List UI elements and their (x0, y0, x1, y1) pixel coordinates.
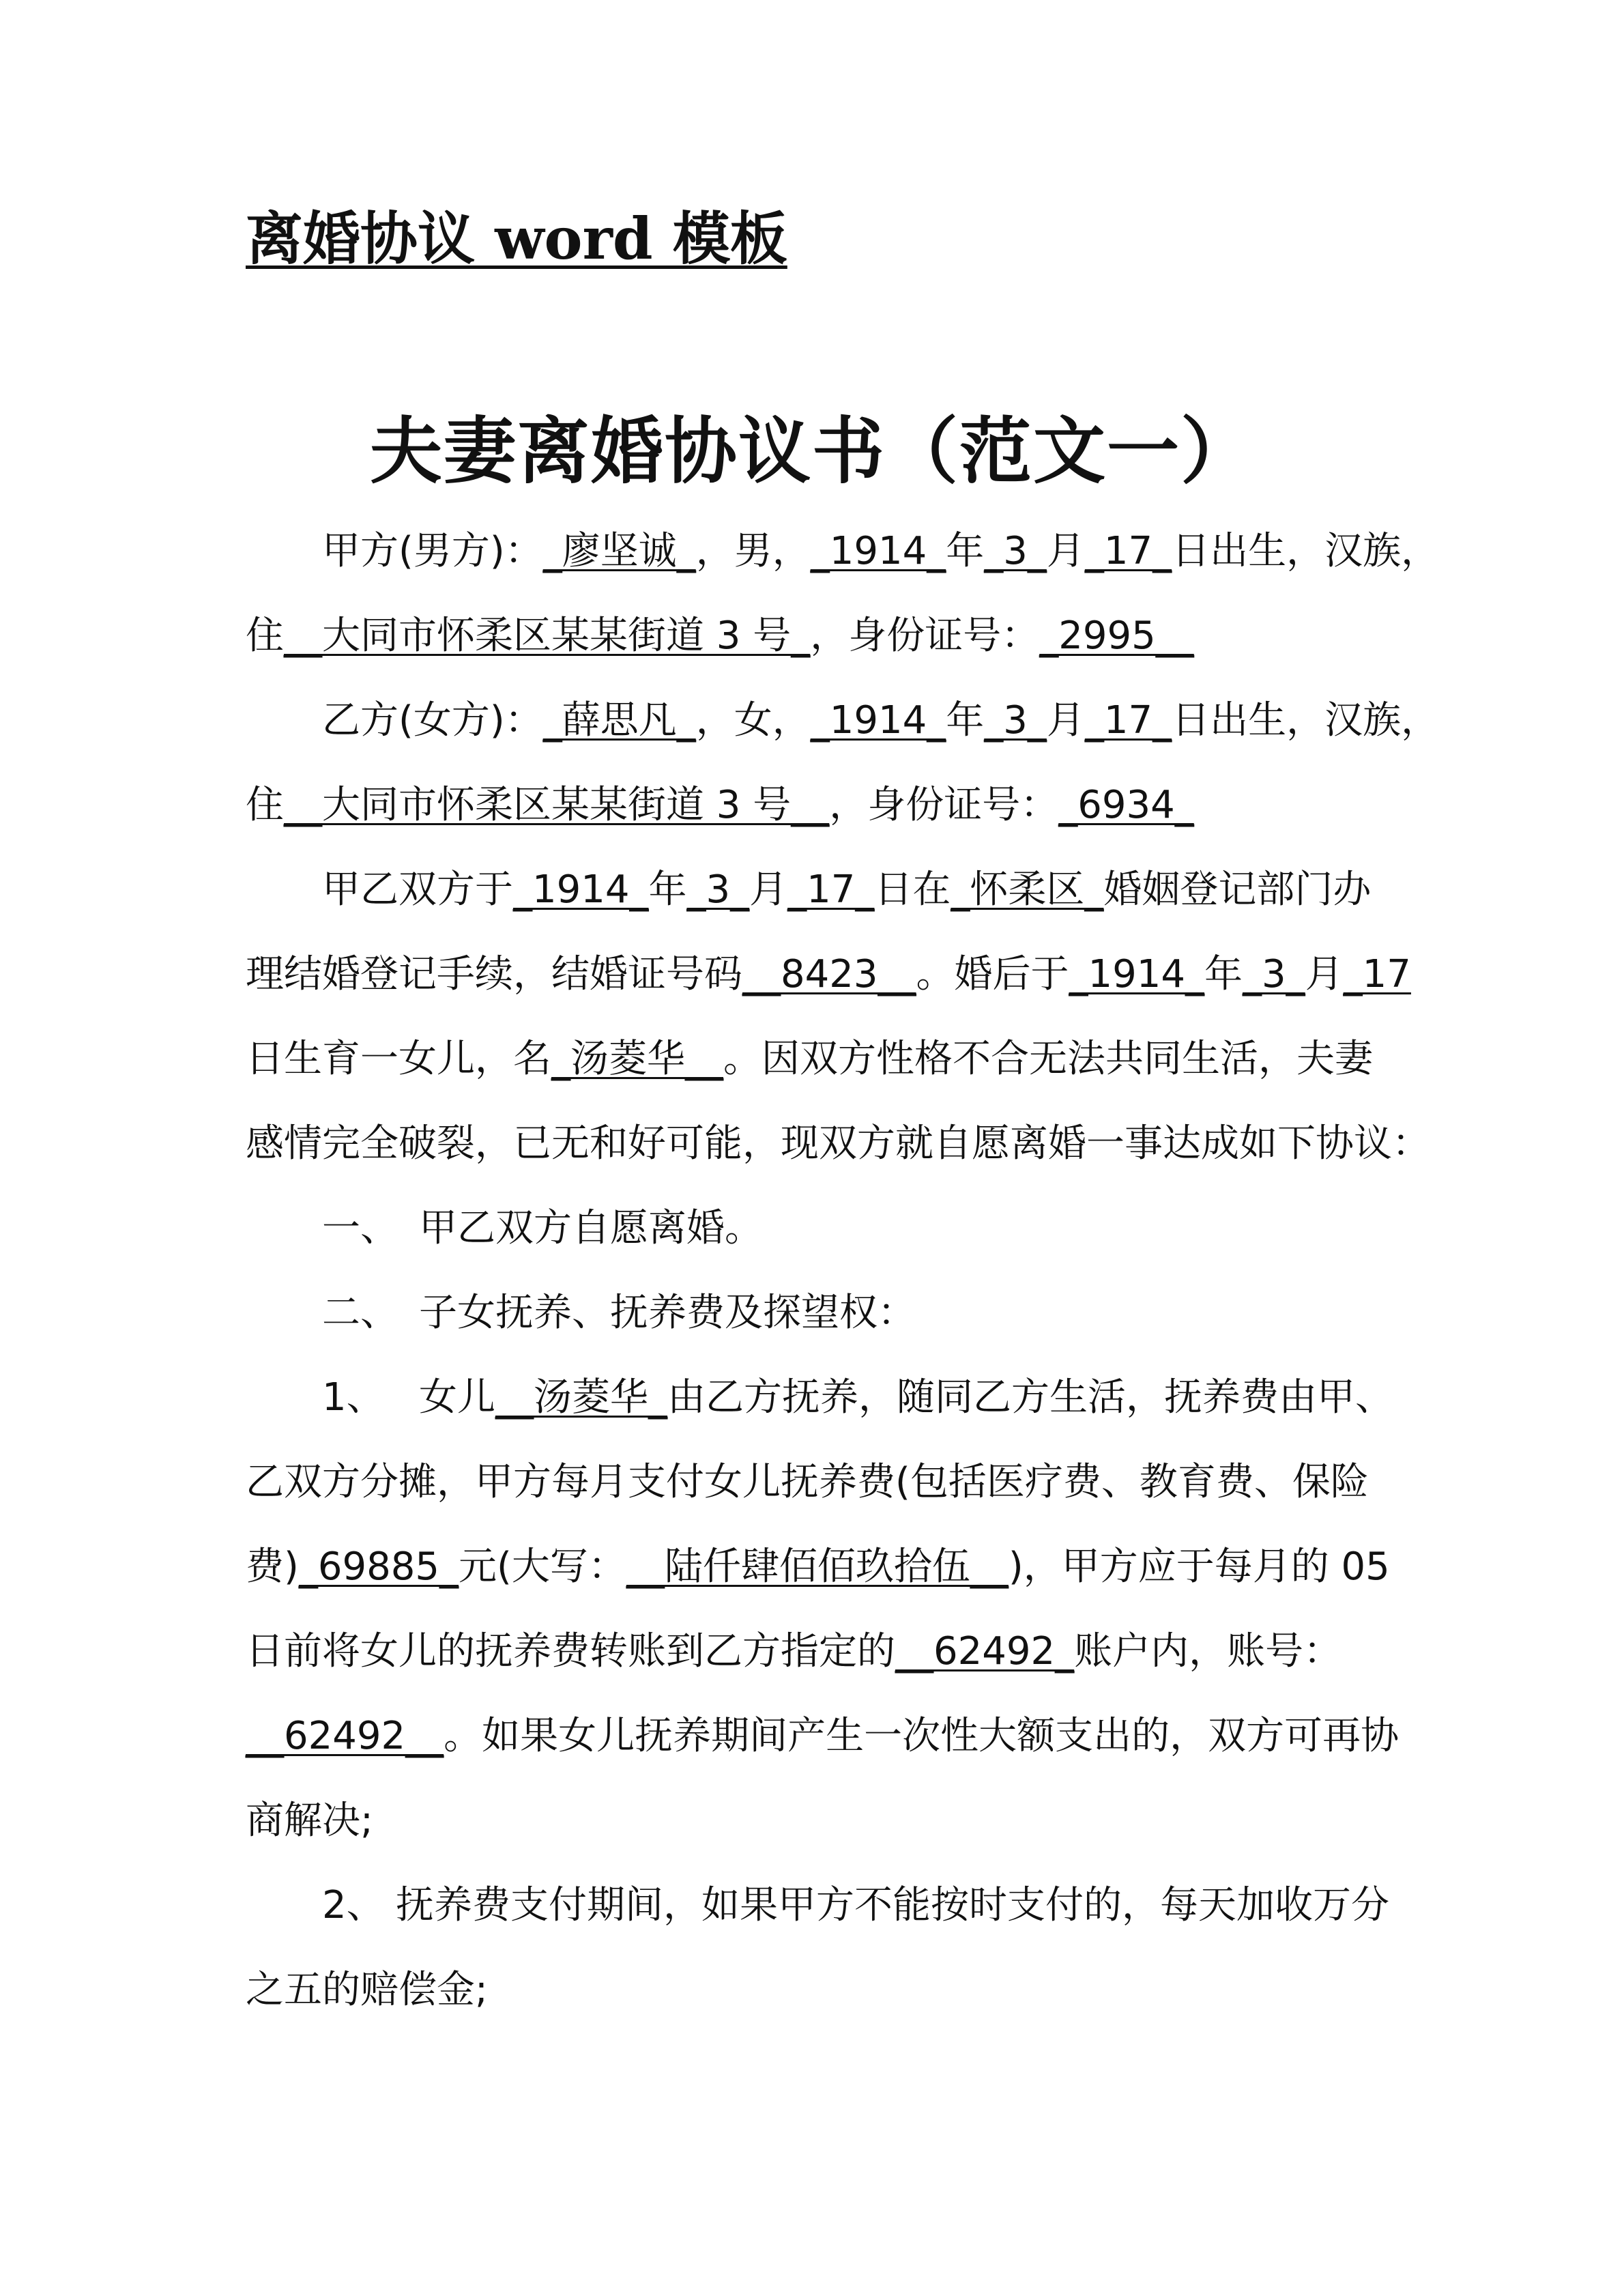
marriage-text: 。婚后于 (916, 952, 1069, 996)
child-birth-month: _3_ (1243, 952, 1305, 996)
address-label: 住 (246, 614, 284, 658)
party-b-gender: ，女， (695, 698, 811, 743)
party-b-address: __大同市怀柔区某某街道 3 号__ (284, 783, 830, 827)
year-text: 年 (946, 698, 985, 743)
year-text: 年 (648, 867, 687, 912)
party-a-birth-month: _3_ (984, 529, 1047, 573)
party-a-line (246, 509, 1440, 594)
marriage-certificate-number: __8423__ (742, 952, 916, 996)
marriage-line-3 (246, 1017, 1392, 1102)
marriage-month: _3_ (686, 867, 750, 912)
item-1-line-1 (246, 1355, 1392, 1440)
party-a-name: _廖坚诚_ (542, 529, 696, 573)
item-1-line-4 (246, 1609, 1392, 1694)
item-number: 1、 (322, 1375, 385, 1420)
item-text: 之五的赔偿金; (246, 1968, 488, 2012)
party-b-name: _薛思凡_ (542, 698, 696, 743)
bank-account-name: __62492_ (895, 1629, 1075, 1674)
item-text: 费) (246, 1545, 299, 1589)
party-a-birth-day: _17_ (1084, 529, 1172, 573)
year-text: 年 (1204, 952, 1243, 996)
clause-2 (246, 1271, 1392, 1355)
year-text: 年 (946, 529, 985, 573)
item-text: 乙双方分摊，甲方每月支付女儿抚养费(包括医疗费、教育费、保险 (246, 1460, 1369, 1504)
party-a-birth-tail: 日出生，汉族， (1172, 529, 1440, 573)
marriage-text: 日生育一女儿，名 (246, 1037, 551, 1081)
marriage-text: 甲乙双方于 (322, 867, 513, 912)
item-text: 。如果女儿抚养期间产生一次性大额支出的，双方可再协 (444, 1714, 1400, 1758)
party-a-gender: ，男， (695, 529, 811, 573)
item-1-line-5 (246, 1694, 1400, 1779)
marriage-line-2 (246, 932, 1411, 1017)
account-number: __62492__ (246, 1714, 444, 1758)
party-b-birth-year: _1914_ (810, 698, 946, 743)
marriage-line-1 (246, 848, 1392, 932)
month-text: 月 (1046, 529, 1085, 573)
marriage-text: 感情完全破裂，已无和好可能，现双方就自愿离婚一事达成如下协议： (246, 1121, 1430, 1166)
agreement-title: 夫妻离婚协议书（范文一） (370, 410, 1254, 493)
item-text: 日前将女儿的抚养费转账到乙方指定的 (246, 1629, 895, 1674)
party-a-birth-year: _1914_ (810, 529, 946, 573)
party-b-birth-day: _17_ (1084, 698, 1172, 743)
support-amount: _69885_ (298, 1545, 459, 1589)
item-text: 由乙方抚养，随同乙方生活，抚养费由甲、 (667, 1375, 1393, 1420)
month-text: 月 (1046, 698, 1085, 743)
agreement-body (246, 509, 1440, 2033)
id-label: ，身份证号： (829, 783, 1059, 827)
marriage-day: _17_ (787, 867, 875, 912)
item-1-line-2 (246, 1440, 1392, 1525)
item-text: 元(大写： (459, 1545, 626, 1589)
document-title: 离婚协议 word 模板 (246, 205, 787, 272)
item-2-line-1 (246, 1863, 1392, 1948)
item-text: 抚养费支付期间，如果甲方不能按时支付的，每天加收万分 (396, 1883, 1389, 1927)
item-1-line-6 (246, 1779, 1392, 1863)
party-a-address: __大同市怀柔区某某街道 3 号_ (284, 614, 811, 658)
child-name: __汤菱华_ (495, 1375, 667, 1420)
item-text: 账户内，账号： (1074, 1629, 1342, 1674)
clause-1 (246, 1186, 1392, 1271)
clause-number: 一、 (322, 1206, 398, 1250)
party-a-id: _2995__ (1039, 614, 1194, 658)
child-name: _汤菱华__ (551, 1037, 723, 1081)
marriage-text: 婚姻登记部门办 (1103, 867, 1372, 912)
party-b-address-line (246, 763, 1392, 848)
party-a-label: 甲方(男方)： (322, 529, 543, 573)
marriage-text: 。因双方性格不合无法共同生活，夫妻 (723, 1037, 1373, 1081)
child-birth-day: _17 (1343, 952, 1411, 996)
month-text: 月 (1305, 952, 1344, 996)
marriage-place: _怀柔区_ (951, 867, 1104, 912)
item-number: 2、 (322, 1883, 385, 1927)
party-b-birth-month: _3_ (984, 698, 1047, 743)
id-label: ，身份证号： (810, 614, 1040, 658)
marriage-line-4 (246, 1102, 1430, 1186)
item-text: 商解决; (246, 1798, 373, 1843)
party-a-address-line (246, 594, 1392, 678)
marriage-year: _1914_ (513, 867, 649, 912)
party-b-line (246, 678, 1440, 763)
address-label: 住 (246, 783, 284, 827)
party-b-id: _6934_ (1058, 783, 1194, 827)
party-b-label: 乙方(女方)： (322, 698, 543, 743)
marriage-text: 理结婚登记手续，结婚证号码 (246, 952, 742, 996)
month-text: 月 (749, 867, 788, 912)
clause-number: 二、 (322, 1291, 398, 1335)
clause-text: 甲乙双方自愿离婚。 (419, 1206, 763, 1250)
clause-text: 子女抚养、抚养费及探望权： (419, 1291, 916, 1335)
item-1-line-3 (246, 1525, 1392, 1609)
item-text: 女儿 (419, 1375, 495, 1420)
party-b-birth-tail: 日出生，汉族， (1172, 698, 1440, 743)
day-text: 日在 (874, 867, 951, 912)
support-amount-uppercase: __陆仟肆佰佰玖拾伍__ (626, 1545, 1009, 1589)
child-birth-year: _1914_ (1069, 952, 1205, 996)
item-text: )，甲方应于每月的 05 (1008, 1545, 1390, 1589)
item-2-line-2 (246, 1948, 1392, 2033)
